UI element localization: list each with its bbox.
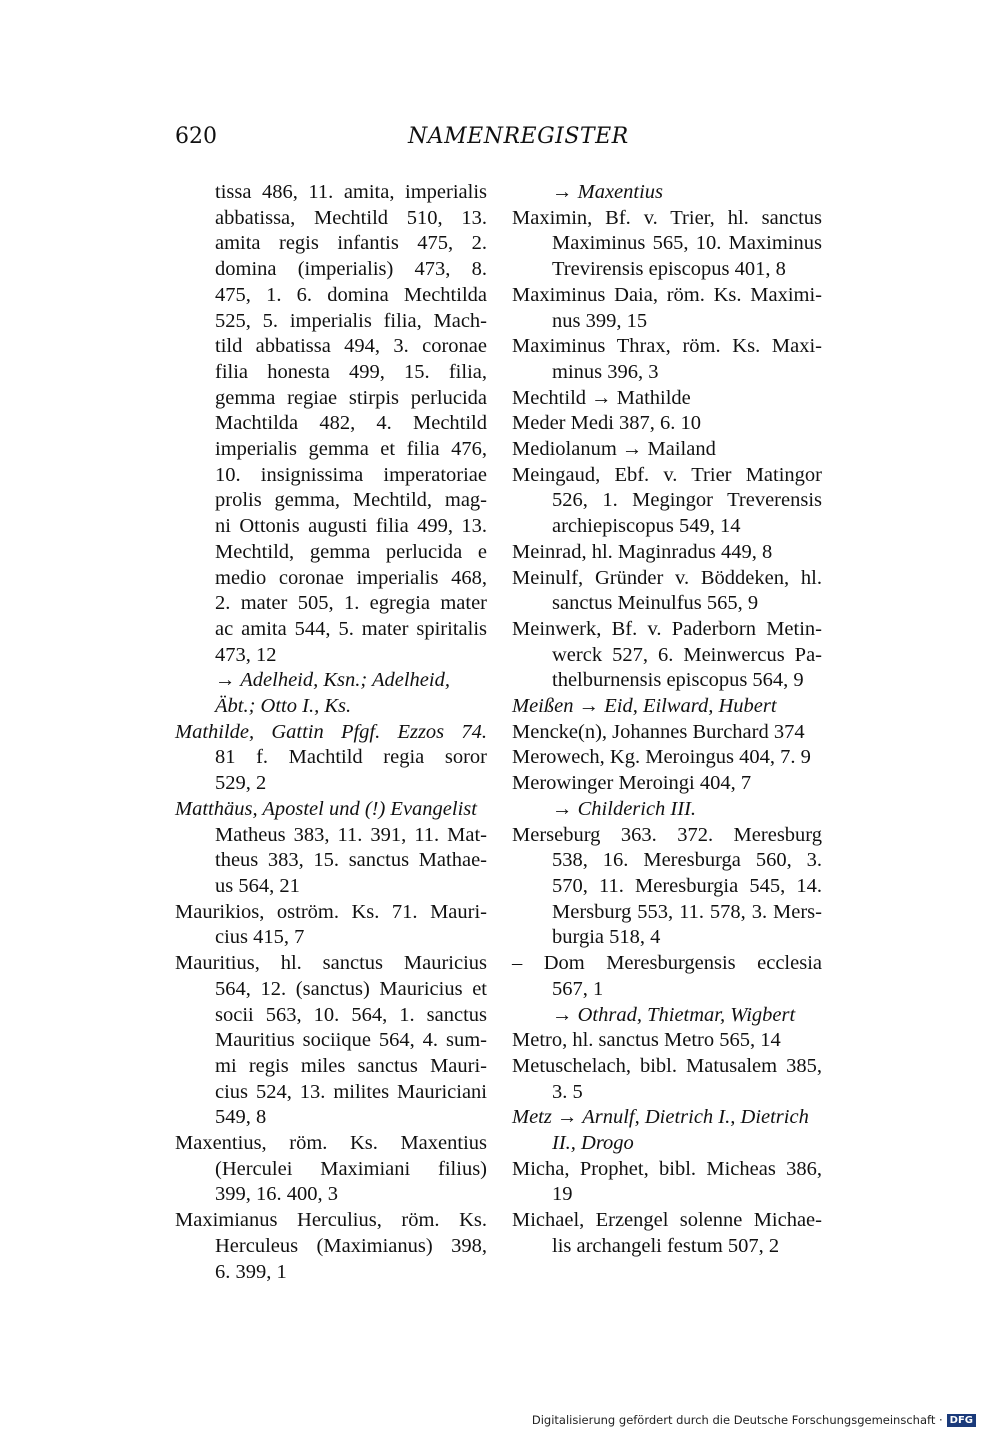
index-line: ni Ottonis augusti filia 499, 13. <box>215 515 487 538</box>
index-line: socii 563, 10. 564, 1. sanctus <box>215 1003 487 1026</box>
footer-credit: Digitalisierung gefördert durch die Deutsche Forschungsgemeinschaft · <box>531 1413 943 1427</box>
index-line: → Maxentius <box>552 181 664 203</box>
index-line: 3. 5 <box>552 1080 583 1103</box>
index-line: Micha, Prophet, bibl. Micheas 386, <box>512 1157 822 1180</box>
index-line: II., Drogo <box>552 1132 634 1155</box>
index-line: tissa 486, 11. amita, imperialis <box>215 181 487 203</box>
index-line: mi regis miles sanctus Mauri- <box>215 1054 487 1077</box>
index-line: burgia 518, 4 <box>552 926 661 949</box>
index-line: Merseburg 363. 372. Meresburg <box>512 823 822 846</box>
index-line: Äbt.; Otto I., Ks. <box>215 695 352 718</box>
index-line: → Childerich III. <box>552 797 697 820</box>
index-line: Maximianus Herculius, röm. Ks. <box>175 1209 487 1232</box>
index-line: Matheus 383, 11. 391, 11. Mat- <box>215 823 487 846</box>
running-head: NAMENREGISTER <box>408 124 629 149</box>
index-line: – Dom Meresburgensis ecclesia <box>512 952 822 975</box>
index-line: Maximin, Bf. v. Trier, hl. sanctus <box>512 206 822 229</box>
index-line: lis archangeli festum 507, 2 <box>552 1234 780 1257</box>
index-line: cius 415, 7 <box>215 926 305 949</box>
index-line: Mechtild, gemma perlucida e <box>215 540 487 563</box>
index-line: Mediolanum → Mailand <box>512 438 716 461</box>
index-line: → Othrad, Thietmar, Wigbert <box>552 1003 796 1026</box>
index-line: Mathilde, Gattin Pfgf. Ezzos 74. <box>175 720 487 743</box>
index-line: 567, 1 <box>552 977 604 1000</box>
index-line: 564, 12. (sanctus) Mauricius et <box>215 977 487 1000</box>
index-line: nus 399, 15 <box>552 309 648 332</box>
index-line: cius 524, 13. milites Mauriciani <box>215 1080 487 1103</box>
index-line: 399, 16. 400, 3 <box>215 1183 338 1206</box>
index-line: gemma regiae stirpis perlucida <box>215 386 487 409</box>
index-line: Maurikios, oström. Ks. 71. Mauri- <box>175 900 487 923</box>
index-line: Mauritius sociique 564, 4. sum- <box>215 1029 487 1052</box>
index-column-left <box>175 180 487 1285</box>
index-line: Metz → Arnulf, Dietrich I., Dietrich <box>512 1106 809 1129</box>
index-line: prolis gemma, Mechtild, mag- <box>215 489 487 512</box>
index-line: medio coronae imperialis 468, <box>215 566 487 589</box>
index-line: Mersburg 553, 11. 578, 3. Mers- <box>552 900 822 923</box>
index-line: amita regis infantis 475, 2. <box>215 232 487 255</box>
index-line: Metuschelach, bibl. Matusalem 385, <box>512 1054 822 1077</box>
index-line: Mauritius, hl. sanctus Mauricius <box>175 952 487 975</box>
index-line: Trevirensis episcopus 401, 8 <box>552 258 786 281</box>
index-line: abbatissa, Mechtild 510, 13. <box>215 206 487 229</box>
index-column-right <box>512 180 822 1260</box>
index-line: Maximinus Daia, röm. Ks. Maximi- <box>512 283 822 306</box>
index-line: 475, 1. 6. domina Mechtilda <box>215 283 487 306</box>
index-line: 19 <box>552 1183 573 1206</box>
page-number: 620 <box>175 124 217 149</box>
index-line: 570, 11. Meresburgia 545, 14. <box>552 874 822 897</box>
index-line: theus 383, 15. sanctus Mathae- <box>215 849 487 872</box>
index-line: Merowech, Kg. Meroingus 404, 7. 9 <box>512 746 811 769</box>
index-line: Maxentius, röm. Ks. Maxentius <box>175 1132 487 1155</box>
index-line: → Adelheid, Ksn.; Adelheid, <box>215 669 450 692</box>
index-line: 526, 1. Megingor Treverensis <box>552 489 822 512</box>
index-line: 10. insignissima imperatoriae <box>215 463 487 486</box>
index-line: Maximinus Thrax, röm. Ks. Maxi- <box>512 335 822 358</box>
index-line: imperialis gemma et filia 476, <box>215 438 487 461</box>
index-line: Meder Medi 387, 6. 10 <box>512 412 702 435</box>
index-line: minus 396, 3 <box>552 360 659 383</box>
index-line: ac amita 544, 5. mater spiritalis <box>215 617 487 640</box>
index-line: 525, 5. imperialis filia, Mach- <box>215 309 487 332</box>
index-line: Machtilda 482, 4. Mechtild <box>215 412 487 435</box>
index-line: Meinrad, hl. Maginradus 449, 8 <box>512 540 773 563</box>
index-line: filia honesta 499, 15. filia, <box>215 360 487 383</box>
index-line: thelburnensis episcopus 564, 9 <box>552 669 804 692</box>
index-line: Maximinus 565, 10. Maximinus <box>552 232 822 255</box>
index-line: Metro, hl. sanctus Metro 565, 14 <box>512 1029 781 1052</box>
index-line: domina (imperialis) 473, 8. <box>215 258 487 281</box>
index-line: 549, 8 <box>215 1106 267 1129</box>
index-line: 6. 399, 1 <box>215 1260 287 1283</box>
digitization-footer <box>532 1413 976 1427</box>
index-line: archiepiscopus 549, 14 <box>552 515 741 538</box>
index-line: 2. mater 505, 1. egregia mater <box>215 592 487 615</box>
dfg-logo: DFG <box>947 1414 976 1427</box>
index-line: Matthäus, Apostel und (!) Evangelist <box>175 797 477 820</box>
index-line: us 564, 21 <box>215 874 300 897</box>
index-line: Mechtild → Mathilde <box>512 386 691 409</box>
index-line: Michael, Erzengel solenne Michae- <box>512 1209 822 1232</box>
index-line: werck 527, 6. Meinwercus Pa- <box>552 643 822 666</box>
index-line: Mencke(n), Johannes Burchard 374 <box>512 720 805 743</box>
index-line: Merowinger Meroingi 404, 7 <box>512 772 752 795</box>
index-line: sanctus Meinulfus 565, 9 <box>552 592 759 615</box>
index-line: 538, 16. Meresburga 560, 3. <box>552 849 822 872</box>
index-line: tild abbatissa 494, 3. coronae <box>215 335 487 358</box>
index-line: Meinwerk, Bf. v. Paderborn Metin- <box>512 617 822 640</box>
index-line: 529, 2 <box>215 772 267 795</box>
index-line: 473, 12 <box>215 643 277 666</box>
index-line: (Herculei Maximiani filius) <box>215 1157 487 1180</box>
index-line: Herculeus (Maximianus) 398, <box>215 1234 487 1257</box>
index-line: 81 f. Machtild regia soror <box>215 746 487 769</box>
index-line: Meingaud, Ebf. v. Trier Matingor <box>512 463 822 486</box>
index-line: Meinulf, Gründer v. Böddeken, hl. <box>512 566 822 589</box>
index-line: Meißen → Eid, Eilward, Hubert <box>512 695 777 718</box>
